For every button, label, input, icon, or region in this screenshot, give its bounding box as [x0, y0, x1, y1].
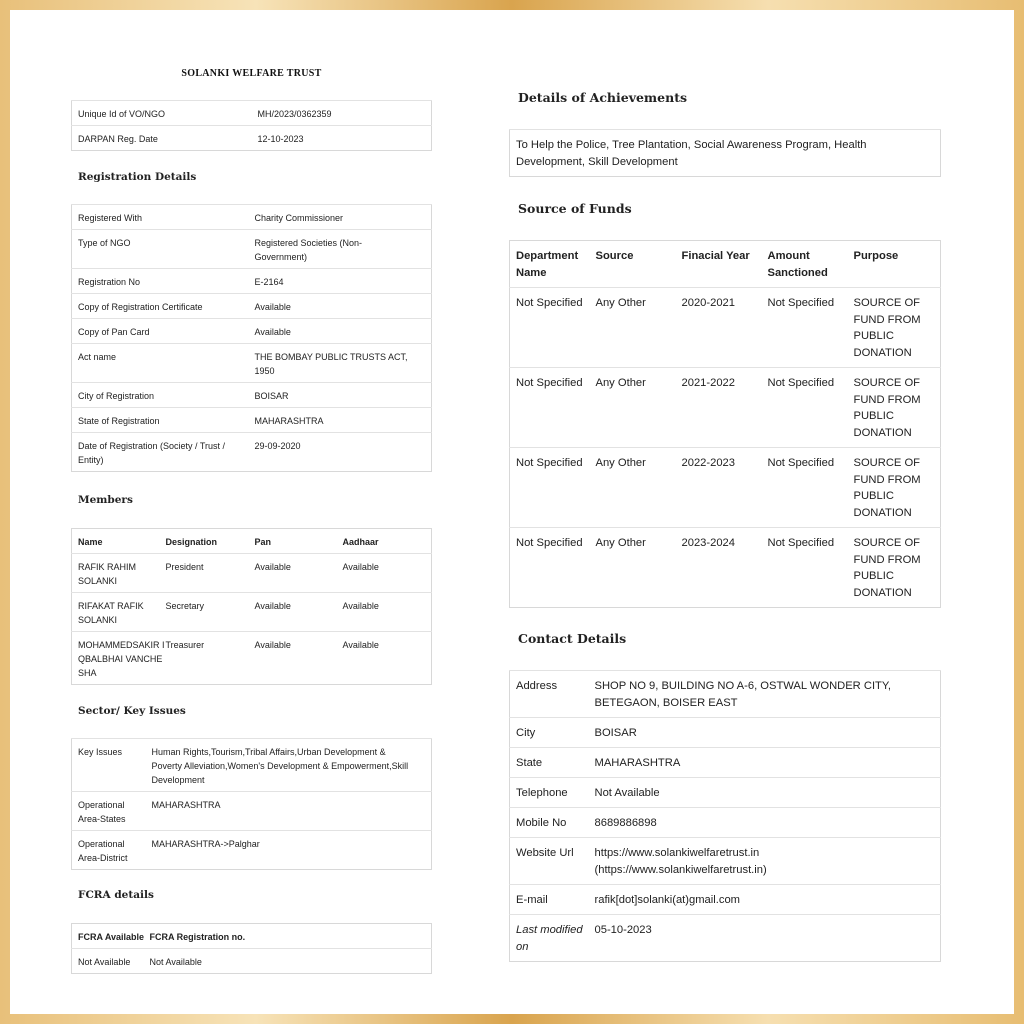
sector-table: [71, 738, 432, 870]
col-header-pan: Pan: [254, 537, 272, 547]
contact-address: SHOP NO 9, BUILDING NO A-6, OSTWAL WONDER CITY, BETEGAON, BOISER EAST: [595, 671, 941, 718]
member-pan: Available: [255, 593, 343, 632]
table-header-row: [72, 529, 432, 554]
table-row: [510, 748, 941, 778]
sector-label: Operational Area-District: [72, 831, 152, 870]
fund-purpose: SOURCE OF FUND FROM PUBLIC DONATION: [854, 288, 941, 368]
reg-label: Date of Registration (Society / Trust / Entity): [72, 433, 255, 472]
fund-amount: Not Specified: [768, 528, 854, 608]
fund-department: Not Specified: [510, 528, 596, 608]
basic-label: DARPAN Reg. Date: [72, 126, 258, 151]
basic-label: Unique Id of VO/NGO: [72, 101, 258, 126]
fund-year: 2020-2021: [682, 288, 768, 368]
achievements-text: To Help the Police, Tree Plantation, Social Awareness Program, Health Development, Skill Development: [510, 130, 941, 177]
members-heading: Members: [78, 494, 133, 506]
member-pan: Available: [255, 632, 343, 685]
funds-table: [509, 240, 941, 608]
contact-telephone: Not Available: [595, 778, 941, 808]
reg-label: Registered With: [72, 205, 255, 230]
reg-label: Copy of Pan Card: [72, 319, 255, 344]
contact-label: Website Url: [510, 838, 595, 885]
fund-department: Not Specified: [510, 288, 596, 368]
reg-value: BOISAR: [255, 383, 432, 408]
member-name: RAFIK RAHIM SOLANKI: [72, 554, 166, 593]
reg-value: Registered Societies (Non-Government): [255, 230, 432, 269]
registration-heading: Registration Details: [78, 171, 197, 183]
contact-heading: Contact Details: [518, 631, 627, 646]
table-row: [72, 792, 432, 831]
achievements-heading: Details of Achievements: [518, 90, 688, 105]
col-header-department: Department Name: [516, 250, 579, 279]
member-name: MOHAMMEDSAKIR IQBALBHAI VANCHESHA: [72, 632, 166, 685]
funds-heading: Source of Funds: [518, 201, 632, 216]
table-row: [72, 632, 432, 685]
reg-value: 29-09-2020: [255, 433, 432, 472]
sector-value: MAHARASHTRA->Palghar: [152, 831, 432, 870]
sector-value: Human Rights,Tourism,Tribal Affairs,Urban Development & Poverty Alleviation,Women's Development & Empowerment,Skill Development: [152, 739, 432, 792]
table-row: [72, 126, 432, 151]
table-row: [72, 230, 432, 269]
contact-label: State: [510, 748, 595, 778]
col-header-fcra-reg-no: FCRA Registration no.: [149, 932, 246, 942]
fund-source: Any Other: [596, 528, 682, 608]
table-row: [510, 288, 941, 368]
achievements-table: [509, 129, 941, 177]
col-header-name: Name: [78, 537, 103, 547]
sector-heading: Sector/ Key Issues: [78, 705, 186, 717]
reg-label: Registration No: [72, 269, 255, 294]
member-aadhaar: Available: [343, 593, 432, 632]
member-designation: President: [166, 554, 255, 593]
website-link[interactable]: https://www.solankiwelfaretrust.in (https://www.solankiwelfaretrust.in): [595, 838, 941, 885]
table-row: [510, 671, 941, 718]
contact-label: Telephone: [510, 778, 595, 808]
contact-label: E-mail: [510, 885, 595, 915]
contact-label: Address: [510, 671, 595, 718]
last-modified-label: Last modified on: [510, 915, 595, 962]
col-header-aadhaar: Aadhaar: [342, 537, 379, 547]
fund-department: Not Specified: [510, 448, 596, 528]
contact-state: MAHARASHTRA: [595, 748, 941, 778]
fund-year: 2023-2024: [682, 528, 768, 608]
col-header-purpose: Purpose: [853, 250, 899, 262]
table-header-row: [72, 924, 432, 949]
fcra-available-value: Not Available: [72, 949, 150, 974]
member-aadhaar: Available: [343, 632, 432, 685]
sector-label: Key Issues: [72, 739, 152, 792]
fcra-heading: FCRA details: [78, 889, 154, 901]
col-header-fcra-available: FCRA Available: [78, 932, 145, 942]
table-header-row: [510, 241, 941, 288]
reg-label: State of Registration: [72, 408, 255, 433]
table-row: [72, 831, 432, 870]
reg-label: City of Registration: [72, 383, 255, 408]
table-row: [510, 808, 941, 838]
table-row: [72, 949, 432, 974]
reg-label: Type of NGO: [72, 230, 255, 269]
member-designation: Secretary: [166, 593, 255, 632]
fund-amount: Not Specified: [768, 448, 854, 528]
sector-label: Operational Area-States: [72, 792, 152, 831]
reg-value: Available: [255, 294, 432, 319]
table-row: [72, 344, 432, 383]
table-row: [510, 718, 941, 748]
fcra-table: [71, 923, 432, 974]
reg-value: MAHARASHTRA: [255, 408, 432, 433]
fund-year: 2022-2023: [682, 448, 768, 528]
registration-table: [71, 204, 432, 472]
fund-purpose: SOURCE OF FUND FROM PUBLIC DONATION: [854, 368, 941, 448]
fund-source: Any Other: [596, 288, 682, 368]
fund-source: Any Other: [596, 368, 682, 448]
table-row: [510, 915, 941, 962]
sector-value: MAHARASHTRA: [152, 792, 432, 831]
table-row: [510, 778, 941, 808]
member-designation: Treasurer: [166, 632, 255, 685]
member-aadhaar: Available: [343, 554, 432, 593]
table-row: [72, 101, 432, 126]
basic-info-table: [71, 100, 432, 151]
contact-city: BOISAR: [595, 718, 941, 748]
fcra-reg-no-value: Not Available: [150, 949, 432, 974]
table-row: [72, 383, 432, 408]
reg-value: Charity Commissioner: [255, 205, 432, 230]
fund-purpose: SOURCE OF FUND FROM PUBLIC DONATION: [854, 528, 941, 608]
table-row: [72, 294, 432, 319]
member-name: RIFAKAT RAFIK SOLANKI: [72, 593, 166, 632]
org-title: SOLANKI WELFARE TRUST: [181, 68, 322, 79]
col-header-year: Finacial Year: [681, 250, 750, 262]
reg-label: Copy of Registration Certificate: [72, 294, 255, 319]
email-value: rafik[dot]solanki(at)gmail.com: [595, 885, 941, 915]
table-row: [72, 593, 432, 632]
reg-value: Available: [255, 319, 432, 344]
contact-mobile: 8689886898: [595, 808, 941, 838]
col-header-amount: Amount Sanctioned: [767, 250, 828, 279]
fund-amount: Not Specified: [768, 368, 854, 448]
fund-purpose: SOURCE OF FUND FROM PUBLIC DONATION: [854, 448, 941, 528]
table-row: [510, 838, 941, 885]
fund-source: Any Other: [596, 448, 682, 528]
fund-year: 2021-2022: [682, 368, 768, 448]
table-row: [72, 205, 432, 230]
document-sheet: [10, 10, 1014, 1014]
member-pan: Available: [255, 554, 343, 593]
table-row: [72, 433, 432, 472]
table-row: [72, 408, 432, 433]
contact-label: City: [510, 718, 595, 748]
contact-label: Mobile No: [510, 808, 595, 838]
table-row: [510, 448, 941, 528]
last-modified-value: 05-10-2023: [595, 915, 941, 962]
members-table: [71, 528, 432, 685]
table-row: [510, 885, 941, 915]
table-row: [72, 739, 432, 792]
basic-value: 12-10-2023: [258, 126, 432, 151]
table-row: [510, 130, 941, 177]
table-row: [72, 269, 432, 294]
contact-table: [509, 670, 941, 962]
basic-value: MH/2023/0362359: [258, 101, 432, 126]
table-row: [72, 554, 432, 593]
table-row: [72, 319, 432, 344]
table-row: [510, 528, 941, 608]
fund-department: Not Specified: [510, 368, 596, 448]
reg-value: E-2164: [255, 269, 432, 294]
reg-value: THE BOMBAY PUBLIC TRUSTS ACT, 1950: [255, 344, 432, 383]
table-row: [510, 368, 941, 448]
fund-amount: Not Specified: [768, 288, 854, 368]
col-header-source: Source: [595, 250, 634, 262]
col-header-designation: Designation: [165, 537, 218, 547]
reg-label: Act name: [72, 344, 255, 383]
